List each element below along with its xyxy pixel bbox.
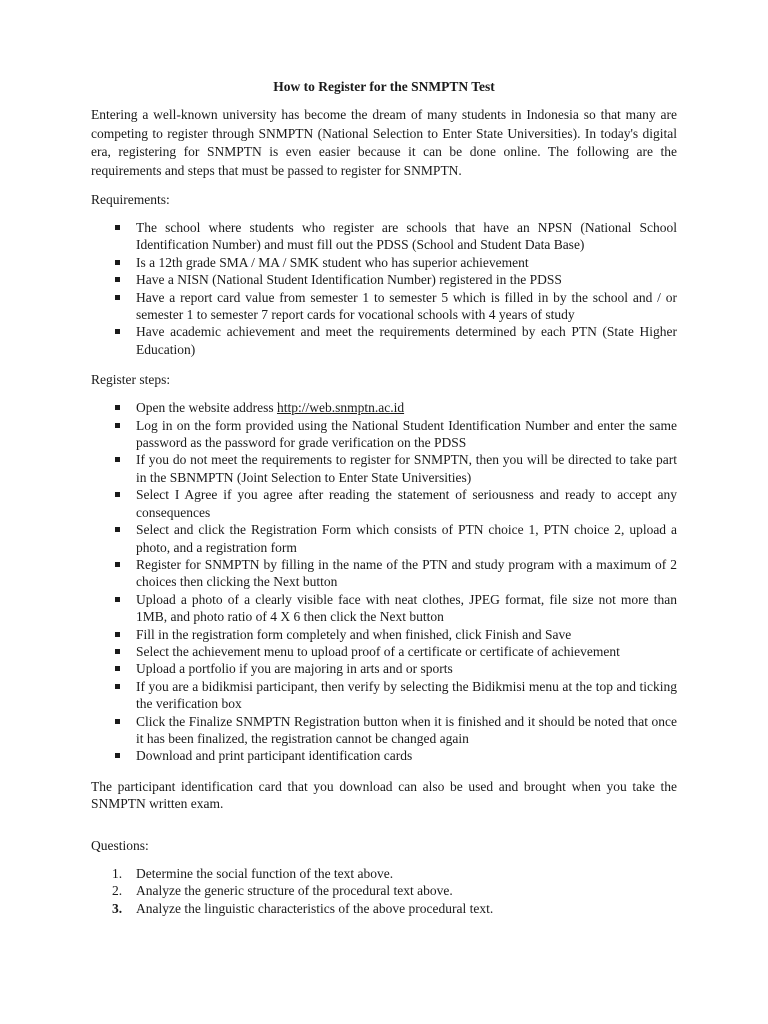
list-item: Have academic achievement and meet the requirements determined by each PTN (State Higher Education)	[91, 323, 677, 358]
requirements-heading: Requirements:	[91, 192, 170, 207]
list-item: If you are a bidikmisi participant, then verify by selecting the Bidikmisi menu at the top and ticking the verification box	[91, 678, 677, 713]
question-item	[91, 882, 677, 900]
document-title: How to Register for the SNMPTN Test	[273, 79, 495, 94]
list-item: Select and click the Registration Form which consists of PTN choice 1, PTN choice 2, upload a photo, and a registration form	[91, 521, 677, 556]
list-item	[91, 399, 677, 416]
steps-list	[91, 399, 677, 765]
website-link[interactable]: http://web.snmptn.ac.id	[276, 400, 405, 416]
step-text: Open the website address	[136, 400, 277, 416]
questions-list	[91, 865, 677, 918]
question-item	[91, 900, 677, 918]
requirements-list	[91, 219, 677, 358]
question-item	[91, 865, 677, 883]
steps-heading: Register steps:	[91, 372, 171, 388]
list-item: Log in on the form provided using the National Student Identification Number and enter the same password as the password for grade verification on the PDSS	[91, 417, 677, 452]
list-item: Register for SNMPTN by filling in the name of the PTN and study program with a maximum of 2 choices then clicking the Next button	[91, 556, 677, 591]
closing-paragraph: The participant identification card that you download can also be used and brought when you take the SNMPTN written exam.	[91, 778, 677, 812]
question-text: Determine the social function of the text above.	[136, 865, 394, 881]
list-item: Fill in the registration form completely and when finished, click Finish and Save	[91, 626, 677, 643]
list-item: Select I Agree if you agree after reading the statement of seriousness and ready to accept any consequences	[91, 486, 677, 521]
list-item: Have a report card value from semester 1 to semester 5 which is filled in by the school and / or semester 1 to semester 7 report cards for vocational schools with 4 years of study	[91, 289, 677, 324]
question-number: 2.	[112, 883, 123, 899]
list-item: Select the achievement menu to upload proof of a certificate or certificate of achievement	[91, 643, 677, 660]
list-item: Download and print participant identification cards	[91, 747, 677, 764]
list-item: Upload a photo of a clearly visible face with neat clothes, JPEG format, file size not more than 1MB, and photo ratio of 4 X 6 then click the Next button	[91, 591, 677, 626]
list-item: The school where students who register are schools that have an NPSN (National School Identification Number) and must fill out the PDSS (School and Student Data Base)	[91, 219, 677, 254]
document-page	[91, 78, 677, 917]
intro-paragraph: Entering a well-known university has become the dream of many students in Indonesia so that many are competing to register through SNMPTN (National Selection to Enter State Universities). In today's digital era, registering for SNMPTN is even easier because it can be done online. The following are the requirements and steps that must be passed to register for SNMPTN.	[91, 107, 677, 178]
questions-heading: Questions:	[91, 837, 149, 853]
list-item: Click the Finalize SNMPTN Registration button when it is finished and it should be noted that once it has been finalized, the registration cannot be changed again	[91, 713, 677, 748]
question-number: 3.	[112, 900, 123, 916]
list-item: Upload a portfolio if you are majoring in arts and or sports	[91, 660, 677, 677]
list-item: Have a NISN (National Student Identification Number) registered in the PDSS	[91, 271, 677, 288]
list-item: If you do not meet the requirements to register for SNMPTN, then you will be directed to take part in the SBNMPTN (Joint Selection to Enter State Universities)	[91, 451, 677, 486]
question-text: Analyze the linguistic characteristics of the above procedural text.	[136, 900, 494, 916]
list-item: Is a 12th grade SMA / MA / SMK student who has superior achievement	[91, 254, 677, 271]
question-text: Analyze the generic structure of the procedural text above.	[136, 883, 453, 899]
question-number: 1.	[112, 865, 123, 881]
